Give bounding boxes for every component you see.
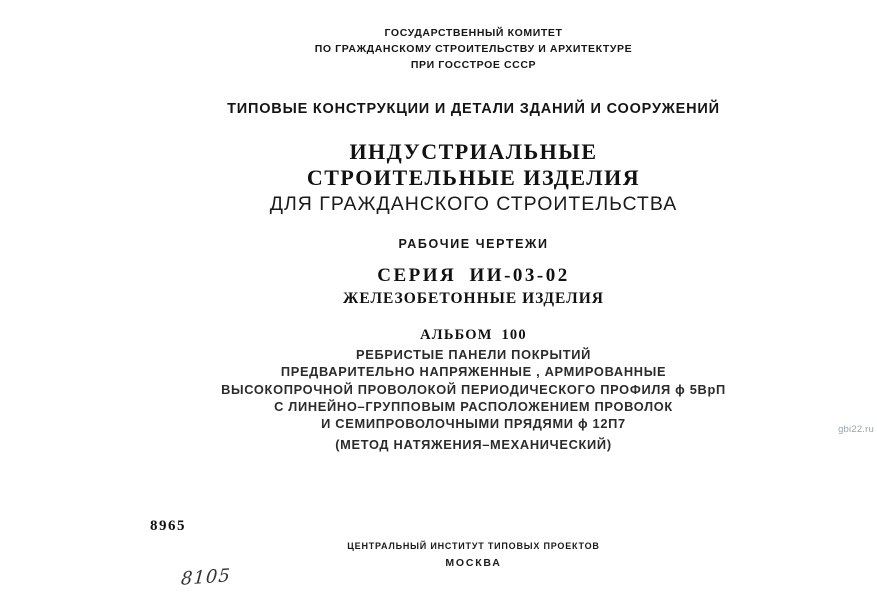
album-number: АЛЬБОМ 100 <box>420 327 527 343</box>
committee-line-2: ПО ГРАЖДАНСКОМУ СТРОИТЕЛЬСТВУ И АРХИТЕКТУРЕ <box>314 43 633 55</box>
publisher-city: МОСКВА <box>445 557 502 569</box>
album-description-line-1: РЕБРИСТЫЕ ПАНЕЛИ ПОКРЫТИЙ <box>355 347 592 362</box>
tensioning-method-note: (МЕТОД НАТЯЖЕНИЯ–МЕХАНИЧЕСКИЙ) <box>335 437 612 452</box>
series-number: СЕРИЯ ИИ-03-02 <box>377 265 570 286</box>
committee-line-1: ГОСУДАРСТВЕННЫЙ КОМИТЕТ <box>384 27 563 39</box>
main-title-line-1: ИНДУСТРИАЛЬНЫЕ <box>349 139 598 164</box>
series-banner: ТИПОВЫЕ КОНСТРУКЦИИ И ДЕТАЛИ ЗДАНИЙ И СООРУЖЕНИЙ <box>227 101 720 117</box>
working-drawings-label: РАБОЧИЕ ЧЕРТЕЖИ <box>398 237 549 251</box>
site-watermark: gbi22.ru <box>838 424 874 435</box>
handwritten-inventory-note: 8105 <box>180 565 232 590</box>
album-description-line-3: ВЫСОКОПРОЧНОЙ ПРОВОЛОКОЙ ПЕРИОДИЧЕСКОГО ПРОФИЛЯ ϕ 5ВрП <box>221 381 726 397</box>
main-title-line-3: ДЛЯ ГРАЖДАНСКОГО СТРОИТЕЛЬСТВА <box>269 193 678 215</box>
order-number: 8965 <box>150 518 186 534</box>
album-description-line-5: И СЕМИПРОВОЛОЧНЫМИ ПРЯДЯМИ ϕ 12П7 <box>321 416 626 432</box>
album-description-line-2: ПРЕДВАРИТЕЛЬНО НАПРЯЖЕННЫЕ , АРМИРОВАННЫЕ <box>280 364 667 380</box>
publisher-name: ЦЕНТРАЛЬНЫЙ ИНСТИТУТ ТИПОВЫХ ПРОЕКТОВ <box>347 541 600 551</box>
album-description <box>70 346 877 432</box>
album-description-line-4: С ЛИНЕЙНО–ГРУППОВЫМ РАСПОЛОЖЕНИЕМ ПРОВОЛОК <box>274 398 673 414</box>
committee-header <box>70 25 877 73</box>
series-type: ЖЕЛЕЗОБЕТОННЫЕ ИЗДЕЛИЯ <box>343 290 604 307</box>
committee-line-3: ПРИ ГОССТРОЕ СССР <box>410 59 537 71</box>
main-title-line-2: СТРОИТЕЛЬНЫЕ ИЗДЕЛИЯ <box>306 165 641 190</box>
main-title <box>70 139 877 217</box>
